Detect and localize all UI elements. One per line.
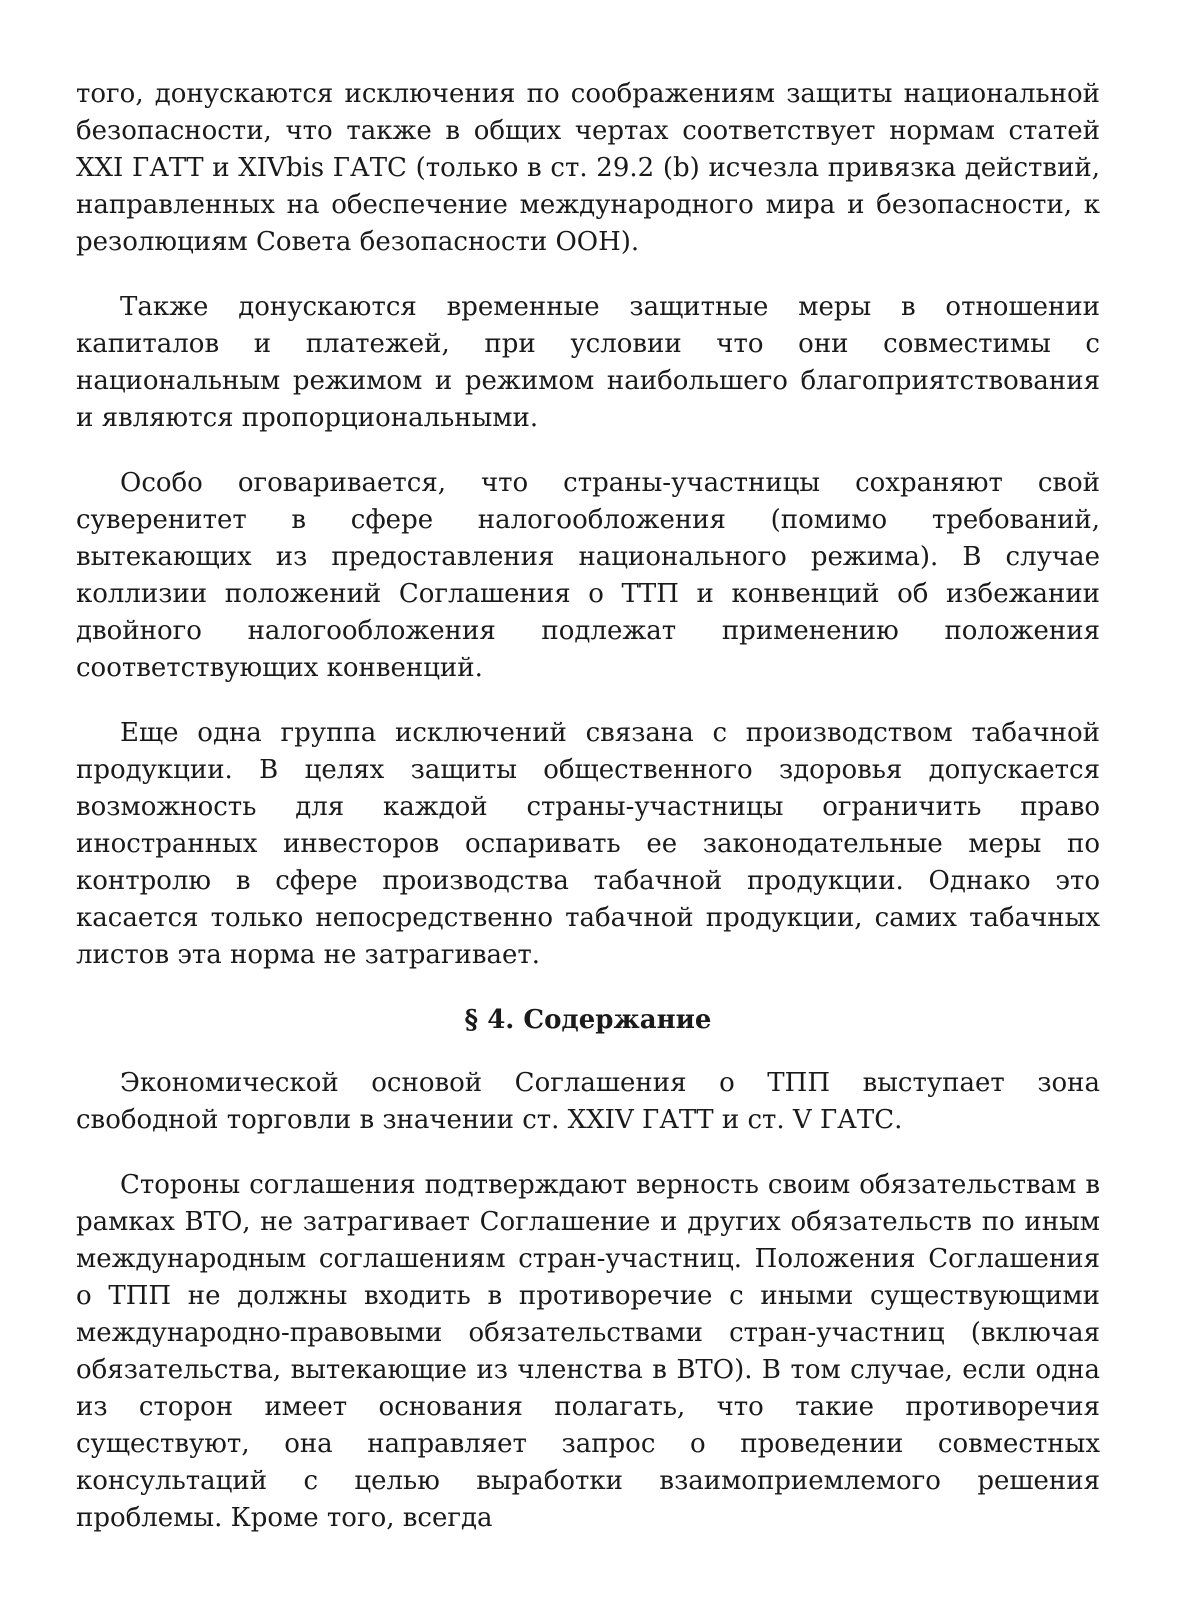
paragraph-wto-obligations: Стороны соглашения подтверждают верность своим обязательствам в рамках ВТО, не затрагивает Соглашение и других обязательств по иным международным соглашениям стран-участниц. Положения Соглашения о ТПП не должны входить в противоречие с иными существующими международно-правовыми обязательствами стран-участниц (включая обязательства, вытекающие из членства в ВТО). В том случае, если одна из сторон имеет основания полагать, что такие противоречия существуют, она направляет запрос о проведении совместных консультаций с целью выработки взаимоприемлемого решения проблемы. Кроме того, всегда	[76, 1170, 1100, 1533]
section-heading: § 4. Содержание	[464, 1005, 712, 1035]
paragraph-security-exceptions: того, донускаются исключения по соображениям защиты национальной безопасности, что также в общих чертах соответствует нормам статей XXI ГАТТ и XIVbis ГАТС (только в ст. 29.2 (b) исчезла привязка действий, направленных на обеспечение международного мира и безопасности, к резолюциям Совета безопасности ООН).	[76, 79, 1100, 257]
paragraph-capital-measures: Также донускаются временные защитные меры в отношении капиталов и платежей, при условии что они совместимы с национальным режимом и режимом наибольшего благоприятствования и являются пропорциональными.	[76, 292, 1100, 433]
paragraph-free-trade-zone: Экономической основой Соглашения о ТПП выступает зона свободной торговли в значении ст. XXIV ГАТТ и ст. V ГАТС.	[76, 1068, 1100, 1135]
document-page	[76, 76, 1100, 1565]
paragraph-tobacco-exception: Еще одна группа исключений связана с производством табачной продукции. В целях защиты общественного здоровья допускается возможность для каждой страны-участницы ограничить право иностранных инвесторов оспаривать ее законодательные меры по контролю в сфере производства табачной продукции. Однако это касается только непосредственно табачной продукции, самих табачных листов эта норма не затрагивает.	[76, 718, 1100, 970]
paragraph-tax-sovereignty: Особо оговаривается, что страны-участницы сохраняют свой суверенитет в сфере налогообложения (помимо требований, вытекающих из предоставления национального режима). В случае коллизии положений Соглашения о ТТП и конвенций об избежании двойного налогообложения подлежат применению положения соответствующих конвенций.	[76, 468, 1100, 683]
